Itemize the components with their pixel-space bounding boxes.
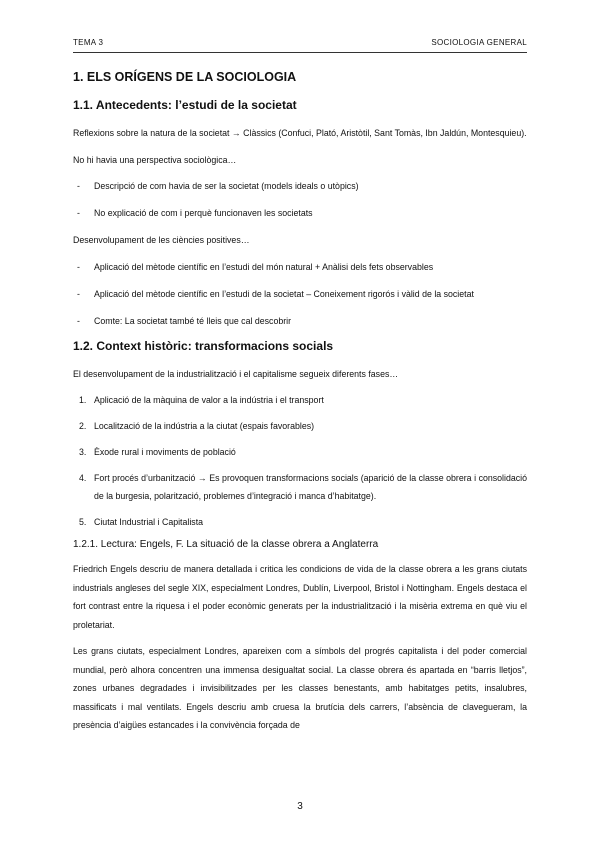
development-lead: Desenvolupament de les ciències positives… <box>73 235 250 245</box>
section-1-1-intro: Reflexions sobre la natura de la societat → Clàssics (Confuci, Plató, Aristòtil, Sant Tomàs, Ibn Jaldún, Montesquieu). <box>73 128 527 138</box>
list-item: 5. Ciutat Industrial i Capitalista <box>79 517 204 527</box>
page-number: 3 <box>297 801 303 812</box>
list-item: - Descripció de com havia de ser la societat (models ideals o utòpics) <box>77 181 359 191</box>
phases-list <box>73 391 527 531</box>
engels-paragraph-2: Les grans ciutats, especialment Londres, apareixen com a símbols del progrés capitalista i del poder comercial mundial, però alhora concentren una immensa desigualtat social. La classe obrera és apartada en “barris lletjos”, zones urbanes degradades i invisibilitzades per les classes benestants, amb habitatges petits, insalubres, massificats i mal ventilats. Engels descriu amb cruesa la brutícia dels carrers, l’absència de clavegueram, la presència d’aigües estancades i la convivència forçada de <box>73 646 527 730</box>
list-item: 2. Localització de la indústria a la ciutat (espais favorables) <box>79 421 315 431</box>
no-perspective-list <box>73 177 527 222</box>
section-1-title: 1. ELS ORÍGENS DE LA SOCIOLOGIA <box>73 70 297 84</box>
page-content <box>73 70 527 743</box>
list-item: 1. Aplicació de la màquina de valor a la indústria i el transport <box>79 395 324 405</box>
no-perspective-lead: No hi havia una perspectiva sociològica… <box>73 154 237 165</box>
section-1-2-1-title: 1.2.1. Lectura: Engels, F. La situació de la classe obrera a Anglaterra <box>73 539 379 550</box>
section-1-1-title: 1.1. Antecedents: l’estudi de la societat <box>73 98 297 112</box>
list-item: - Aplicació del mètode científic en l’estudi de la societat – Coneixement rigorós i vàlid de la societat <box>77 288 474 299</box>
development-list <box>73 258 527 330</box>
engels-paragraph-1: Friedrich Engels descriu de manera detallada i critica les condicions de vida de la classe obrera a les grans ciutats industrials angleses del segle XIX, especialment Londres, Dublín, Liverpool, Bristol i Nottingham. Engels destaca el fort contrast entre la riquesa i el poder econòmic generats per la industrialització i la misèria extrema en què viu el proletariat. <box>73 564 527 630</box>
page-header <box>73 38 527 53</box>
list-item: - No explicació de com i perquè funcionaven les societats <box>77 208 313 218</box>
list-item: - Comte: La societat també té lleis que cal descobrir <box>77 315 292 326</box>
list-item: - Aplicació del mètode científic en l’estudi del món natural + Anàlisi dels fets observables <box>77 261 434 272</box>
list-item: 4. Fort procés d’urbanització → Es provoquen transformacions socials (aparició de la classe obrera i consolidació de la burgesia, polarització, problemes d’integració i manca d’habitatge). <box>79 473 527 501</box>
header-subject: SOCIOLOGIA GENERAL <box>431 38 527 47</box>
header-topic: TEMA 3 <box>73 38 104 47</box>
section-1-2-title: 1.2. Context històric: transformacions socials <box>73 338 334 353</box>
section-1-2-intro: El desenvolupament de la industrialització i el capitalisme segueix diferents fases… <box>73 368 399 379</box>
list-item: 3. Èxode rural i moviments de població <box>79 447 236 457</box>
